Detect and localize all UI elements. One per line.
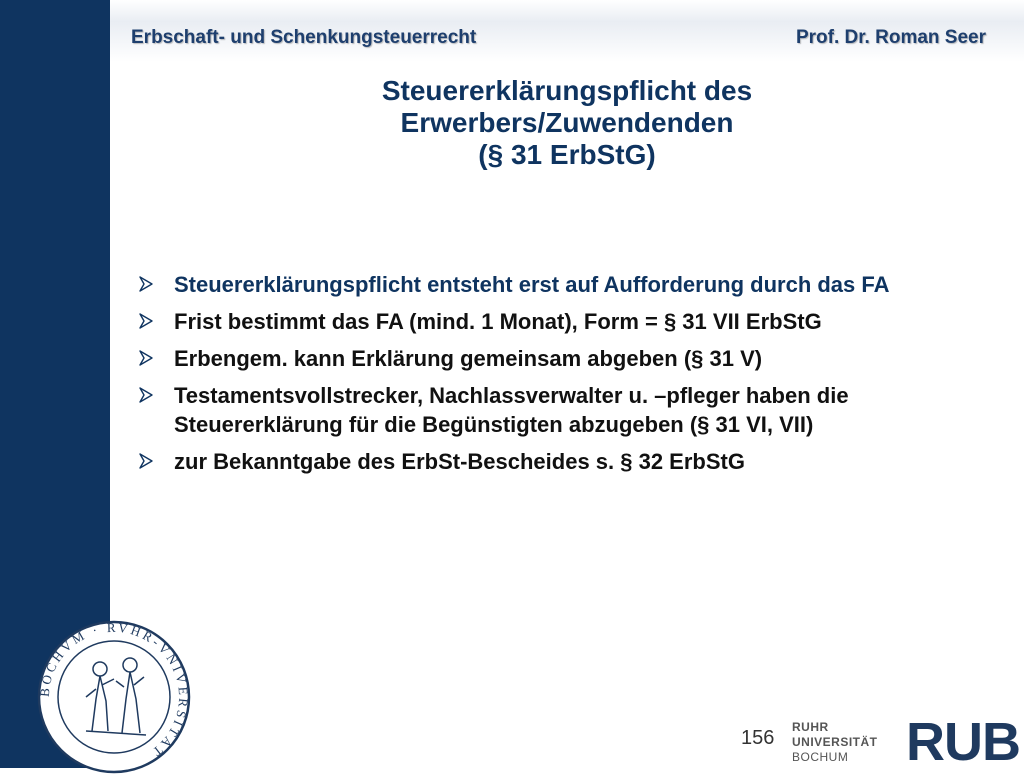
slide-title-line-2: Erwerbers/Zuwendenden — [400, 107, 734, 138]
bullet-text: zur Bekanntgabe des ErbSt-Bescheides s. § 32 ErbStG — [174, 449, 745, 474]
slide-title-line-1: Steuererklärungspflicht des — [381, 75, 753, 106]
seal-legend: BOCHVM · RVHR-VNIVERSITÄT — [36, 619, 192, 762]
slide-title — [110, 75, 1024, 171]
university-line-3: BOCHUM — [792, 750, 849, 764]
university-line-2: UNIVERSITÄT — [792, 735, 878, 749]
university-wordmark — [792, 720, 878, 765]
author-name: Prof. Dr. Roman Seer — [795, 27, 986, 48]
bullet-list — [136, 270, 926, 484]
page-number: 156 — [741, 727, 775, 749]
arrowhead-bullet-icon — [138, 276, 154, 292]
slide-title-line-3: (§ 31 ErbStG) — [478, 139, 656, 170]
university-seal-icon — [36, 619, 192, 775]
arrowhead-bullet-icon — [138, 453, 154, 469]
bullet-text: Testamentsvollstrecker, Nachlassverwalter u. –pfleger haben die Steuererklärung für die Begünstigten abzugeben (§ 31 VI, VII) — [174, 383, 849, 437]
bullet-text: Frist bestimmt das FA (mind. 1 Monat), Form = § 31 VII ErbStG — [174, 309, 822, 334]
bullet-text: Steuererklärungspflicht entsteht erst auf Aufforderung durch das FA — [174, 272, 890, 297]
arrowhead-bullet-icon — [138, 350, 154, 366]
bullet-item — [136, 344, 926, 373]
university-line-1: RUHR — [792, 720, 829, 734]
bullet-item — [136, 381, 926, 439]
rub-logo: RUB — [906, 712, 1020, 772]
course-title: Erbschaft- und Schenkungsteuerrecht — [131, 27, 477, 48]
arrowhead-bullet-icon — [138, 387, 154, 403]
bullet-text: Erbengem. kann Erklärung gemeinsam abgeben (§ 31 V) — [174, 346, 763, 371]
bullet-item — [136, 447, 926, 476]
arrowhead-bullet-icon — [138, 313, 154, 329]
bullet-item — [136, 270, 926, 299]
bullet-item — [136, 307, 926, 336]
